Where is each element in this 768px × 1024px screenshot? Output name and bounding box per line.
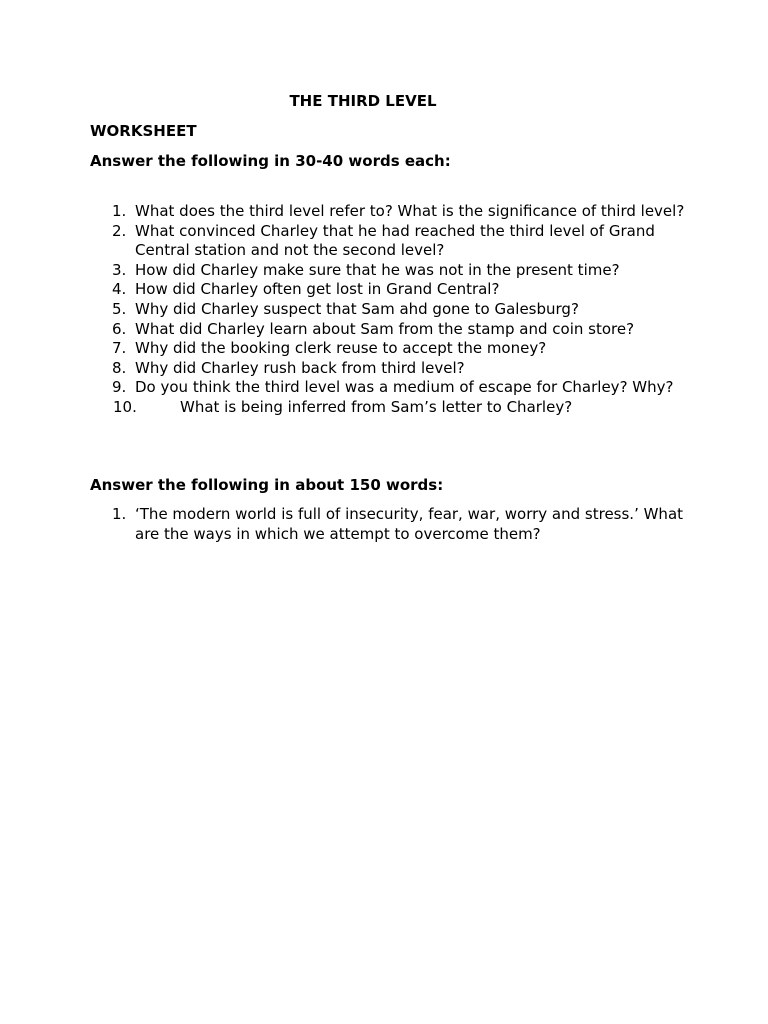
question-number: 1. xyxy=(112,202,127,220)
question-number: 7. xyxy=(112,339,127,358)
question-text: What convinced Charley that he had reached the third level of Grand Central station and not the second level? xyxy=(135,221,655,260)
question-number: 8. xyxy=(112,358,127,377)
question-item xyxy=(90,261,700,281)
long-answer-heading: Answer the following in about 150 words: xyxy=(90,476,444,494)
question-text: How did Charley make sure that he was not in the present time? xyxy=(135,260,620,279)
question-number: 3. xyxy=(112,260,127,279)
question-number: 5. xyxy=(112,299,127,318)
worksheet-label: WORKSHEET xyxy=(90,122,197,140)
long-answer-question-list xyxy=(90,505,700,544)
question-text: How did Charley often get lost in Grand Central? xyxy=(135,280,500,299)
question-item xyxy=(90,398,700,418)
question-text: What did Charley learn about Sam from the stamp and coin store? xyxy=(135,319,635,338)
short-answer-question-list xyxy=(90,202,700,418)
question-item xyxy=(90,505,700,544)
question-text: Why did the booking clerk reuse to accept the money? xyxy=(135,339,547,358)
question-text: What does the third level refer to? What is the significance of third level? xyxy=(135,202,685,220)
question-text: Why did Charley suspect that Sam ahd gone to Galesburg? xyxy=(135,299,579,318)
question-text: ‘The modern world is full of insecurity, fear, war, worry and stress.’ What are the ways in which we attempt to overcome them? xyxy=(135,505,684,543)
question-number: 4. xyxy=(112,280,127,299)
question-item xyxy=(90,222,700,261)
question-item xyxy=(90,280,700,300)
question-item xyxy=(90,202,700,222)
question-text: What is being inferred from Sam’s letter to Charley? xyxy=(180,397,573,416)
question-text: Do you think the third level was a medium of escape for Charley? Why? xyxy=(135,378,674,397)
question-item xyxy=(90,320,700,340)
question-number: 6. xyxy=(112,319,127,338)
question-number: 1. xyxy=(112,505,127,523)
short-answer-heading: Answer the following in 30-40 words each: xyxy=(90,152,451,170)
question-number: 2. xyxy=(112,221,127,240)
question-number: 10. xyxy=(113,397,137,416)
document-title: THE THIRD LEVEL xyxy=(289,92,437,110)
question-item xyxy=(90,378,700,398)
question-item xyxy=(90,359,700,379)
question-number: 9. xyxy=(112,378,127,397)
question-text: Why did Charley rush back from third level? xyxy=(135,358,465,377)
question-item xyxy=(90,339,700,359)
question-item xyxy=(90,300,700,320)
